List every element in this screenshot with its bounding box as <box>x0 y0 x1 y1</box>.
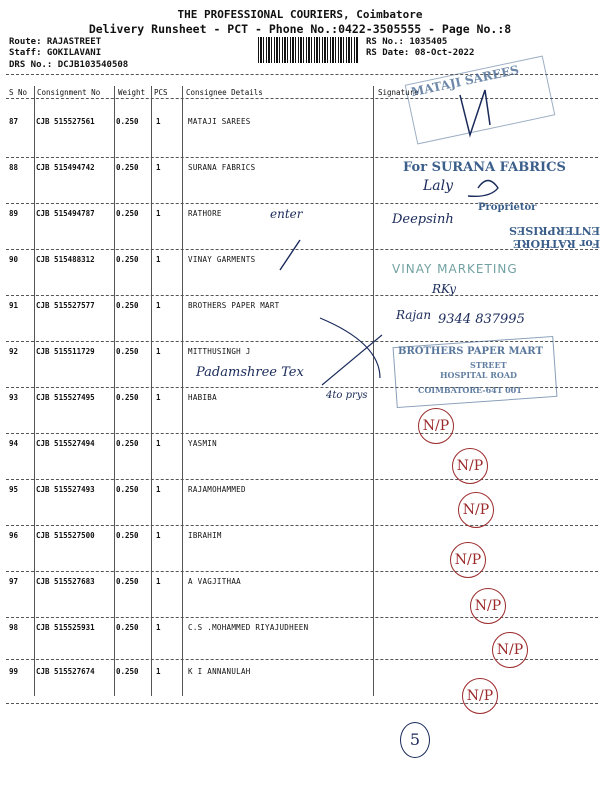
row-pcs: 1 <box>156 439 161 448</box>
row-consignment: CJB 515494787 <box>36 209 95 218</box>
row-consignment: CJB 515527577 <box>36 301 95 310</box>
row-weight: 0.250 <box>116 577 139 586</box>
row-sno: 87 <box>9 117 19 126</box>
row-consignment: CJB 515527500 <box>36 531 95 540</box>
vinay-stamp: VINAY MARKETING <box>392 262 518 276</box>
row-pcs: 1 <box>156 301 161 310</box>
np-stamp: N/P <box>492 632 528 668</box>
row-pcs: 1 <box>156 485 161 494</box>
row-weight: 0.250 <box>116 623 139 632</box>
row-consignment: CJB 515488312 <box>36 255 95 264</box>
signature-tick <box>280 240 300 270</box>
row-pcs: 1 <box>156 117 161 126</box>
row-consignment: CJB 515527494 <box>36 439 95 448</box>
handwritten-note: 4to prys <box>326 390 368 401</box>
np-stamp: N/P <box>458 492 494 528</box>
col-consignment: Consignment No <box>37 88 101 97</box>
row-consignee: YASMIN <box>188 439 217 448</box>
row-sno: 93 <box>9 393 19 402</box>
row-consignee: HABIBA <box>188 393 217 402</box>
col-pcs: PCS <box>154 88 168 97</box>
page-mark: 5 <box>400 722 430 758</box>
proprietor-stamp: Proprietor <box>478 202 537 213</box>
np-stamp: N/P <box>450 542 486 578</box>
mataji-stamp <box>405 56 554 144</box>
row-consignment: CJB 515511729 <box>36 347 95 356</box>
row-pcs: 1 <box>156 623 161 632</box>
rs-date: RS Date: 08-Oct-2022 <box>366 48 475 58</box>
row-consignee: A VAGJITHAA <box>188 577 241 586</box>
row-consignee: VINAY GARMENTS <box>188 255 256 264</box>
row-sno: 91 <box>9 301 19 310</box>
surana-stamp: For SURANA FABRICS <box>403 160 566 175</box>
col-consignee: Consignee Details <box>186 88 263 97</box>
signature-brothers: Rajan <box>396 308 432 322</box>
signature-scribble <box>460 90 490 135</box>
handwritten-phone: 9344 837995 <box>438 312 525 327</box>
staff-label: Staff: GOKILAVANI <box>9 48 102 58</box>
col-sno: S No <box>9 88 28 97</box>
col-weight: Weight <box>118 88 146 97</box>
row-consignment: CJB 515527561 <box>36 117 95 126</box>
row-sno: 89 <box>9 209 19 218</box>
row-pcs: 1 <box>156 209 161 218</box>
row-sno: 90 <box>9 255 19 264</box>
brothers-stamp-address: STREET <box>470 360 507 370</box>
row-consignment: CJB 515527683 <box>36 577 95 586</box>
row-consignee: RATHORE <box>188 209 222 218</box>
row-consignment: CJB 515527495 <box>36 393 95 402</box>
row-consignee: SURANA FABRICS <box>188 163 256 172</box>
row-consignee: IBRAHIM <box>188 531 222 540</box>
row-weight: 0.250 <box>116 255 139 264</box>
signature-vinay: RKy <box>432 282 457 296</box>
np-stamp: N/P <box>462 678 498 714</box>
row-pcs: 1 <box>156 531 161 540</box>
row-sno: 96 <box>9 531 19 540</box>
brothers-stamp-name: BROTHERS PAPER MART <box>398 346 543 357</box>
brothers-stamp-address: HOSPITAL ROAD <box>440 370 517 380</box>
row-consignment: CJB 515527493 <box>36 485 95 494</box>
signature-surana: Laly <box>423 178 454 194</box>
row-consignee: MITTHUSINGH J <box>188 347 251 356</box>
row-weight: 0.250 <box>116 347 139 356</box>
row-weight: 0.250 <box>116 531 139 540</box>
signature-scribble <box>468 181 498 197</box>
np-stamp: N/P <box>418 408 454 444</box>
row-pcs: 1 <box>156 347 161 356</box>
brothers-stamp-address: COIMBATORE-641 001 <box>418 385 522 395</box>
row-sno: 98 <box>9 623 19 632</box>
handwritten-padamshree: Padamshree Tex <box>196 365 304 380</box>
row-pcs: 1 <box>156 255 161 264</box>
company-name: THE PROFESSIONAL COURIERS, Coimbatore <box>177 8 423 21</box>
row-pcs: 1 <box>156 667 161 676</box>
row-consignee: RAJAMOHAMMED <box>188 485 246 494</box>
row-weight: 0.250 <box>116 667 139 676</box>
row-pcs: 1 <box>156 577 161 586</box>
np-stamp: N/P <box>470 588 506 624</box>
np-stamp: N/P <box>452 448 488 484</box>
row-consignee: MATAJI SAREES <box>188 117 251 126</box>
signature-cross-lines <box>320 318 382 385</box>
row-sno: 99 <box>9 667 19 676</box>
col-signature: Signature <box>378 88 419 97</box>
row-weight: 0.250 <box>116 393 139 402</box>
row-weight: 0.250 <box>116 439 139 448</box>
row-sno: 97 <box>9 577 19 586</box>
row-weight: 0.250 <box>116 117 139 126</box>
row-consignment: CJB 515525931 <box>36 623 95 632</box>
signature-rathore: Deepsinh <box>392 212 454 227</box>
mataji-stamp-text: MATAJI SAREES <box>409 62 521 100</box>
rathore-stamp: For RATHORE ENTERPRISES <box>509 224 600 250</box>
row-sno: 95 <box>9 485 19 494</box>
row-weight: 0.250 <box>116 301 139 310</box>
row-sno: 94 <box>9 439 19 448</box>
drs-number: DRS No.: DCJB103540508 <box>9 60 129 70</box>
row-consignment: CJB 515494742 <box>36 163 95 172</box>
row-weight: 0.250 <box>116 163 139 172</box>
row-pcs: 1 <box>156 163 161 172</box>
route-label: Route: RAJASTREET <box>9 37 102 47</box>
rs-number: RS No.: 1035405 <box>366 37 448 47</box>
row-sno: 92 <box>9 347 19 356</box>
row-consignee: K I ANNANULAH <box>188 667 251 676</box>
handwritten-enter: enter <box>270 207 303 221</box>
row-sno: 88 <box>9 163 19 172</box>
row-consignee: C.S .MOHAMMED RIYAJUDHEEN <box>188 623 309 632</box>
row-pcs: 1 <box>156 393 161 402</box>
row-weight: 0.250 <box>116 485 139 494</box>
row-consignee: BROTHERS PAPER MART <box>188 301 280 310</box>
runsheet-title: Delivery Runsheet - PCT - Phone No.:0422-3505555 - Page No.:8 <box>88 22 512 36</box>
row-consignment: CJB 515527674 <box>36 667 95 676</box>
row-weight: 0.250 <box>116 209 139 218</box>
